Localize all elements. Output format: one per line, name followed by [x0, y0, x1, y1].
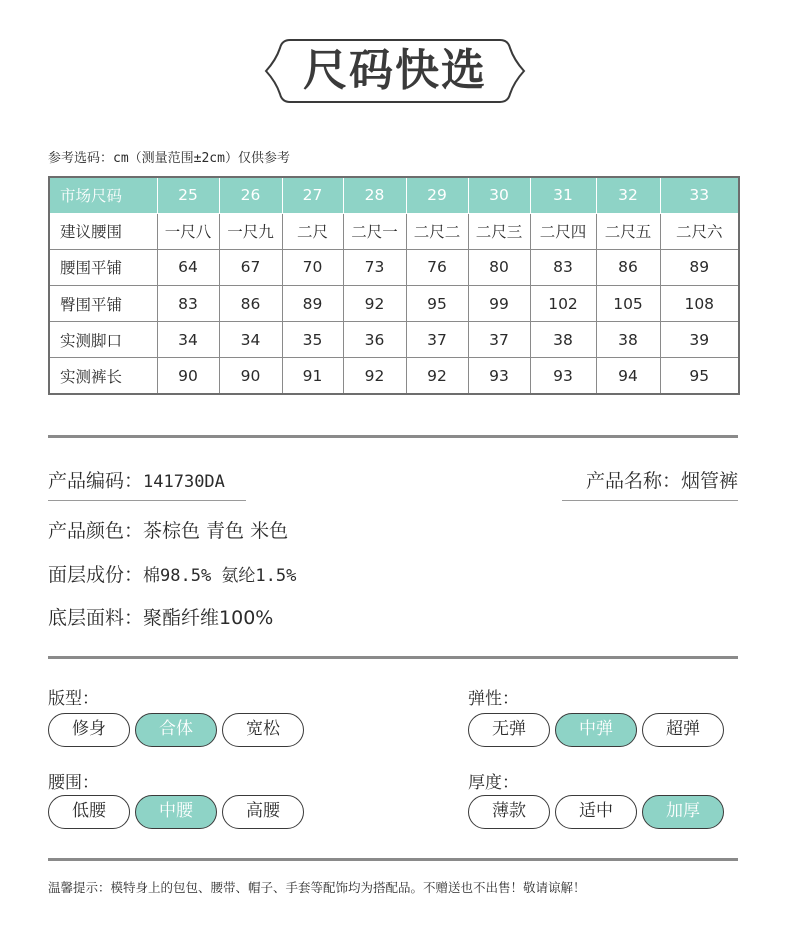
table-cell: 93: [468, 358, 530, 394]
table-cell: 76: [406, 249, 468, 285]
table-cell: 39: [660, 322, 739, 358]
table-cell: 28: [343, 177, 406, 213]
table-row: [49, 285, 739, 321]
footer-note: 温馨提示：模特身上的包包、腰带、帽子、手套等配饰均为搭配品。不赠送也不出售！敬请谅解！: [48, 880, 586, 895]
fit-option-pill[interactable]: 合体: [135, 713, 217, 747]
table-cell: 86: [219, 285, 282, 321]
reference-note: 参考选码：cm（测量范围±2cm）仅供参考: [48, 151, 290, 166]
table-cell: 32: [596, 177, 660, 213]
table-cell: 一尺八: [157, 213, 219, 249]
table-cell: 37: [406, 322, 468, 358]
waist-label: 腰围：: [48, 773, 99, 793]
divider: [48, 858, 738, 861]
table-cell: 35: [282, 322, 343, 358]
table-cell: 30: [468, 177, 530, 213]
waist-option-pill[interactable]: 高腰: [222, 795, 304, 829]
divider: [48, 435, 738, 438]
table-row: [49, 249, 739, 285]
elasticity-label: 弹性：: [468, 689, 519, 709]
table-cell: 36: [343, 322, 406, 358]
lining-material-value: 聚酯纤维100%: [143, 607, 274, 629]
page-title: 尺码快选: [303, 45, 487, 96]
table-cell: 33: [660, 177, 739, 213]
waist-option-pill[interactable]: 中腰: [135, 795, 217, 829]
table-cell: 91: [282, 358, 343, 394]
product-colors-value: 茶棕色 青色 米色: [143, 520, 289, 542]
row-header-cell: 臀围平铺: [49, 285, 157, 321]
table-cell: 99: [468, 285, 530, 321]
row-header-cell: 建议腰围: [49, 213, 157, 249]
thickness-option-pill[interactable]: 适中: [555, 795, 637, 829]
elasticity-option-pill[interactable]: 中弹: [555, 713, 637, 747]
fit-option-pill[interactable]: 修身: [48, 713, 130, 747]
table-row: [49, 322, 739, 358]
table-cell: 38: [530, 322, 596, 358]
table-cell: 92: [343, 285, 406, 321]
elasticity-option-pill[interactable]: 超弹: [642, 713, 724, 747]
table-cell: 83: [157, 285, 219, 321]
lining-material: [48, 603, 273, 630]
table-cell: 90: [219, 358, 282, 394]
row-header-cell: 腰围平铺: [49, 249, 157, 285]
product-colors-label: 产品颜色：: [48, 520, 144, 542]
table-cell: 86: [596, 249, 660, 285]
table-cell: 95: [660, 358, 739, 394]
table-row: [49, 213, 739, 249]
row-header-cell: 实测裤长: [49, 358, 157, 394]
product-code: [48, 466, 246, 501]
table-cell: 26: [219, 177, 282, 213]
table-cell: 二尺二: [406, 213, 468, 249]
outer-composition-value: 棉98.5% 氨纶1.5%: [143, 566, 297, 586]
table-cell: 二尺四: [530, 213, 596, 249]
table-cell: 105: [596, 285, 660, 321]
row-header-cell: 实测脚口: [49, 322, 157, 358]
waist-option-pill[interactable]: 低腰: [48, 795, 130, 829]
table-cell: 92: [406, 358, 468, 394]
product-code-value: 141730DA: [143, 472, 225, 492]
table-cell: 64: [157, 249, 219, 285]
table-cell: 80: [468, 249, 530, 285]
outer-composition-label: 面层成份：: [48, 564, 144, 586]
table-cell: 95: [406, 285, 468, 321]
table-cell: 90: [157, 358, 219, 394]
table-cell: 37: [468, 322, 530, 358]
table-cell: 83: [530, 249, 596, 285]
row-header-cell: 市场尺码: [49, 177, 157, 213]
divider: [48, 656, 738, 659]
table-cell: 一尺九: [219, 213, 282, 249]
table-cell: 67: [219, 249, 282, 285]
table-cell: 94: [596, 358, 660, 394]
table-cell: 二尺: [282, 213, 343, 249]
product-name: [562, 466, 738, 501]
table-cell: 二尺五: [596, 213, 660, 249]
product-name-value: 烟管裤: [680, 470, 738, 492]
table-cell: 27: [282, 177, 343, 213]
table-row: [49, 358, 739, 394]
thickness-option-pill[interactable]: 加厚: [642, 795, 724, 829]
table-header-row: [49, 177, 739, 213]
table-cell: 89: [660, 249, 739, 285]
table-cell: 89: [282, 285, 343, 321]
table-cell: 25: [157, 177, 219, 213]
table-cell: 34: [157, 322, 219, 358]
table-cell: 34: [219, 322, 282, 358]
table-cell: 102: [530, 285, 596, 321]
table-cell: 92: [343, 358, 406, 394]
product-code-label: 产品编码：: [48, 470, 144, 492]
outer-composition: [48, 560, 296, 587]
product-colors: [48, 516, 288, 543]
table-cell: 108: [660, 285, 739, 321]
product-name-label: 产品名称：: [585, 470, 681, 492]
table-cell: 二尺三: [468, 213, 530, 249]
fit-option-pill[interactable]: 宽松: [222, 713, 304, 747]
fit-label: 版型：: [48, 689, 99, 709]
table-cell: 73: [343, 249, 406, 285]
table-cell: 93: [530, 358, 596, 394]
lining-material-label: 底层面料：: [48, 607, 144, 629]
table-cell: 二尺六: [660, 213, 739, 249]
table-cell: 二尺一: [343, 213, 406, 249]
table-cell: 38: [596, 322, 660, 358]
thickness-label: 厚度：: [468, 773, 519, 793]
size-table: [48, 176, 740, 395]
thickness-option-pill[interactable]: 薄款: [468, 795, 550, 829]
table-cell: 70: [282, 249, 343, 285]
title-badge: [262, 38, 528, 104]
elasticity-option-pill[interactable]: 无弹: [468, 713, 550, 747]
table-cell: 29: [406, 177, 468, 213]
table-cell: 31: [530, 177, 596, 213]
